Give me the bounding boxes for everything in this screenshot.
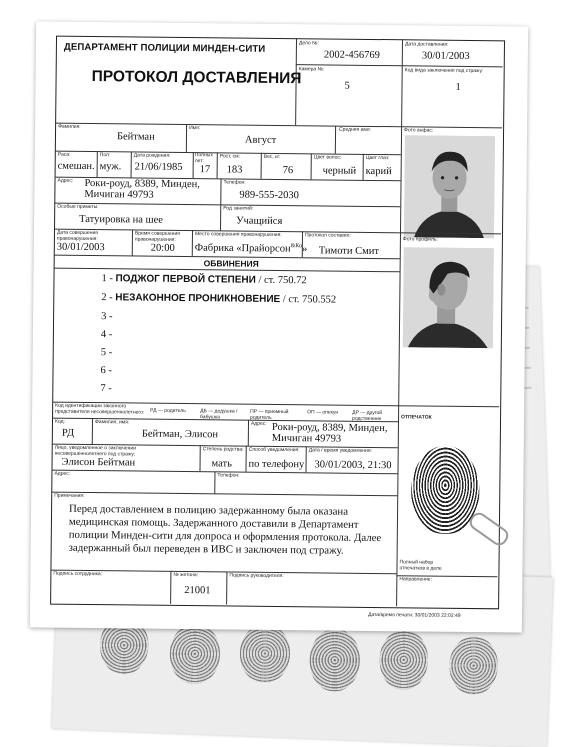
notify-method: по телефону <box>248 458 305 471</box>
charge-1: 1 - ПОДЖОГ ПЕРВОЙ СТЕПЕНИ / ст. 750.72 <box>101 273 307 287</box>
delivery-date: 30/01/2003 <box>421 50 470 62</box>
charge-7: 7 - <box>100 383 112 395</box>
age: 17 <box>199 164 211 176</box>
notified-person: Элисон Бейтман <box>61 456 136 469</box>
photo-front <box>404 135 495 238</box>
offense-place: Фабрика «Прайорсон$^{\&Ко}$» <box>194 242 308 255</box>
guardian-address-1: Роки-роуд, 8389, Минден, <box>271 421 388 435</box>
hair-color: черный <box>322 165 357 177</box>
custody-code: 1 <box>455 81 461 93</box>
surname: Бейтман <box>116 131 155 143</box>
guardian-name: Бейтман, Элисон <box>141 428 219 441</box>
photo-profile <box>403 247 494 348</box>
page-title: ПРОТОКОЛ ДОСТАВЛЕНИЯ <box>91 68 302 88</box>
race: смешан. <box>57 160 95 173</box>
charge-2: 2 - НЕЗАКОННОЕ ПРОНИКНОВЕНИЕ / ст. 750.552 <box>101 292 337 306</box>
charge-4: 4 - <box>100 329 113 341</box>
height: 183 <box>226 164 243 176</box>
badge-number: 21001 <box>184 585 211 597</box>
notes-text: Перед доставлением в полицию задержанному была оказана медицинская помощь. Задержанного доставили в Департамент полиции Минден-сити для допроса и оформления протокола. Далее задержанный был переведен в ИВС и заключен под стражу. <box>68 502 382 557</box>
date-of-birth: 21/06/1985 <box>134 161 183 173</box>
address-line-1: Роки-роуд, 8389, Минден, <box>84 177 200 191</box>
eye-color: карий <box>365 165 392 178</box>
notify-datetime: 30/01/2003, 21:30 <box>314 459 392 472</box>
first-name: Август <box>244 134 277 146</box>
officer-name: Тимоти Смит <box>318 245 380 258</box>
sex: муж. <box>99 161 122 173</box>
relation: мать <box>211 458 232 470</box>
offense-time: 20:00 <box>150 242 175 254</box>
arrest-report: ДЕПАРТАМЕНТ ПОЛИЦИИ МИНДЕН-СИТИ ПРОТОКОЛ ДОСТАВЛЕНИЯ Дело №: 2002-456769 Дата доставления: 30/01/2003 Камера №: 5 Код вида заключения под стражу: 1 Фамилия: Бейтман Имя: Август Средняя имя: Фото анфас: Раса: смешан. Пол: муж. Дата рождения: 21/06/1985 Полных лет: 17 Рост, см: 183 Вес, кг: 76 Цвет волос: черный Цвет глаз: карий Адрес: Роки-роуд, 8389, Минден, Мичиган 49793 Телефон: 989-555-2030 Особые приметы: Татуировка на шее Род занятий: Учащийся Дата совершения правонарушения: 30/01/2003 Время совершения правонарушения: 20:00 Место совершения правонарушения: Фабрика «Прайорсон$^{\&Ко}$» Протокол составил: Тимоти Смит Фото профиль: ОБВИНЕНИЯ 1 - ПОДЖОГ ПЕРВОЙ СТЕПЕНИ / ст. 750.72 2 - НЕЗАКОННОЕ ПРОНИКНОВЕНИЕ / ст. 750.552 3 - 4 - 5 - 6 - 7 - Код идентификации законного представителя несовершеннолетнего: РД — родитель ДБ — дедушка / бабушка ПР — приемный родитель ОП — опекун ДР — другой родственник ОТПЕЧАТОК Код: РД Фамилия, имя: Бейтман, Элисон Адрес: Роки-роуд, 8389, Минден, Мичиган 49793 Лицо, уведомленное о заключении несовершеннолетнего под стражу: Элисон Бейтман Степень родства: мать Способ уведомления: по телефону Дата / время уведомления: 30/01/2003, 21:30 Адрес: Телефон: Примечания: Перед доставлением в полицию задержанному была оказана медицинская помощь. Задержанного доставили в Департамент полиции Минден-сити для допроса и оформления протокола. Далее задержанный был переведен в ИВС и заключен под стражу. Полный набор отпечатков в деле Направление: Подпись сотрудника: № жетона: 21001 Подпись руководителя: Дата/время печати: 30/01/2003 22:02:49 <box>30 21 528 632</box>
address-line-2: Мичиган 49793 <box>84 188 154 201</box>
charge-6: 6 - <box>100 365 112 377</box>
charge-3: 3 - <box>101 311 113 323</box>
camera-number: 5 <box>344 80 350 92</box>
offense-date: 30/01/2003 <box>56 241 105 254</box>
print-datetime: Дата/время печати: 30/01/2003 22:02:49 <box>367 611 461 619</box>
charge-5: 5 - <box>100 347 113 359</box>
department-name: ДЕПАРТАМЕНТ ПОЛИЦИИ МИНДЕН-СИТИ <box>63 41 266 55</box>
case-number: 2002-456769 <box>323 49 380 62</box>
guardian-address-2: Мичиган 49793 <box>271 432 342 445</box>
phone: 989-555-2030 <box>239 189 299 202</box>
special-marks: Татуировка на шее <box>79 213 164 226</box>
charges-heading: ОБВИНЕНИЯ <box>203 258 259 269</box>
occupation: Учащийся <box>236 215 283 228</box>
weight: 76 <box>282 165 294 177</box>
guardian-code: РД <box>61 427 75 439</box>
